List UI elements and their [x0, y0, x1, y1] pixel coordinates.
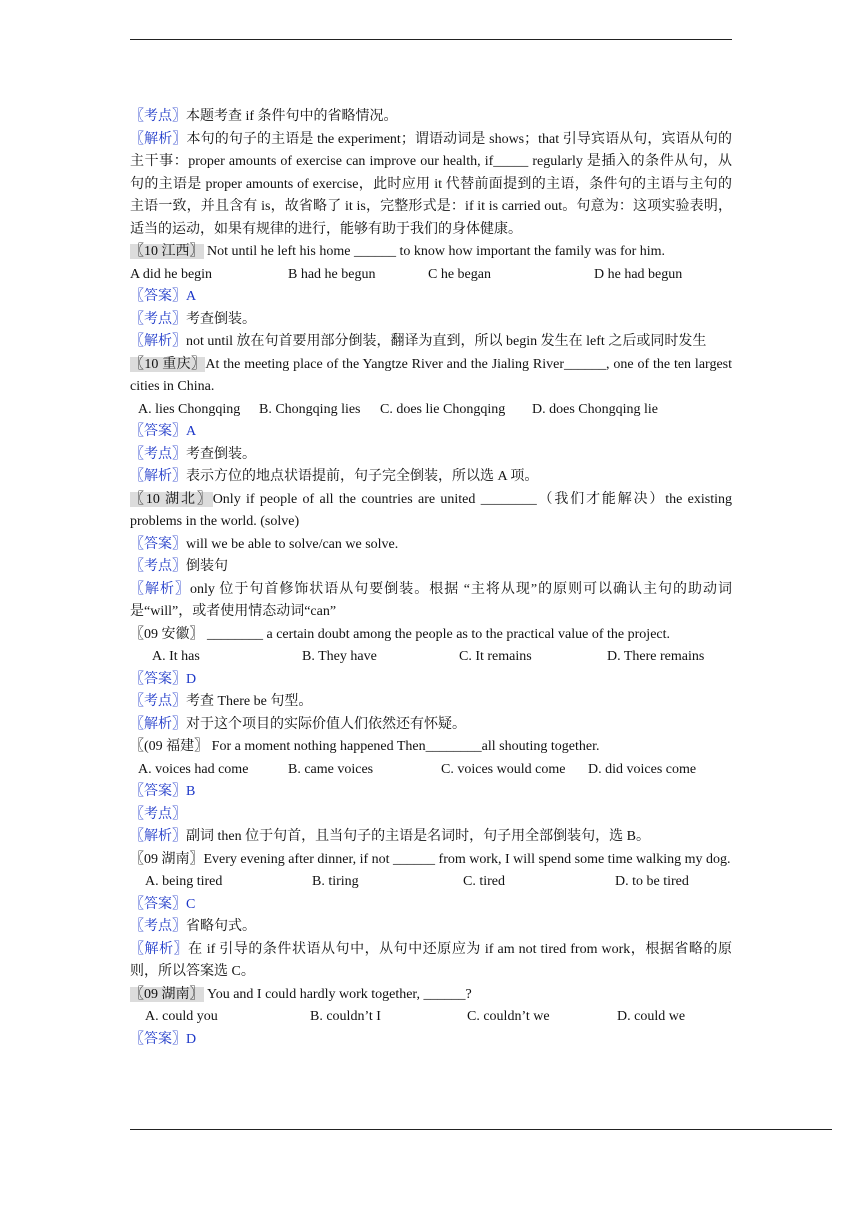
q2-option-c: C. does lie Chongqing — [380, 401, 506, 417]
q0-jiexi-text: 本句的句子的主语是 the experiment；谓语动词是 shows；that 引导宾语从句，宾语从句的主干事：proper amounts of exercise can improve our health, if_____ regularly 是插入的条件从句，从句的主语是 proper amounts of exercise，此时应用 it 代替前面提到的主语，条件句的主语与主句的主语一致，并且含有 is，故省略了 it is，完整形式是：if it is carried out。句意为：这项实验表明，适当的运动，如果有规律的进行，能够有助于我们的身体健康。 — [130, 131, 733, 237]
q4-stem: ________ a certain doubt among the people as to the practical value of the project. — [203, 626, 671, 642]
q6-option-d: D. to be tired — [615, 874, 689, 889]
q5-option-a: A. voices had come — [138, 761, 249, 777]
q2-answer-text: A — [186, 424, 197, 439]
q2-option-b: B. Chongqing lies — [259, 401, 361, 417]
q1-option-a: A did he begin — [130, 266, 213, 282]
q4-kaodian-text: 考查 There be 句型。 — [186, 694, 313, 709]
kaodian-tag: 〖考点〗 — [130, 806, 186, 822]
q4-answer-text: D — [186, 671, 197, 687]
q3-question — [130, 489, 732, 534]
kaodian-tag: 〖考点〗 — [130, 446, 186, 462]
jiexi-tag: 〖解析〗 — [130, 581, 190, 597]
daan-tag: 〖答案〗 — [130, 671, 186, 687]
q2-jiexi — [130, 466, 732, 489]
q0-kaodian — [130, 106, 732, 129]
q4-source: 〖09 安徽〗 — [130, 626, 204, 642]
q5-answer — [130, 781, 732, 804]
q3-stem: Only if people of all the countries are united ________（我们才能解决）the existing problems in the world. (solve) — [130, 491, 733, 529]
q1-option-c: C he began — [428, 266, 491, 282]
q6-jiexi-text: 在 if 引导的条件状语从句中，从句中还原应为 if am not tired from work，根据省略的原则，所以答案选 C。 — [130, 941, 732, 979]
q6-options — [130, 871, 732, 894]
q5-stem: For a moment nothing happened Then________all shouting together. — [208, 739, 600, 754]
q1-kaodian — [130, 309, 732, 332]
q2-answer — [130, 421, 732, 444]
q7-option-b: B. couldn’t I — [310, 1009, 381, 1024]
q5-kaodian — [130, 804, 732, 827]
kaodian-tag: 〖考点〗 — [130, 311, 186, 327]
q7-question — [130, 984, 732, 1007]
footer-rule — [130, 1129, 832, 1130]
q6-option-b: B. tiring — [312, 874, 359, 889]
q7-answer-text: D — [186, 1031, 197, 1047]
daan-tag: 〖答案〗 — [130, 1031, 186, 1047]
q6-jiexi — [130, 939, 732, 984]
jiexi-tag: 〖解析〗 — [130, 334, 186, 349]
jiexi-tag: 〖解析〗 — [130, 716, 186, 732]
q4-answer — [130, 669, 732, 692]
q1-option-d: D he had begun — [594, 266, 683, 282]
q7-option-c: C. couldn’t we — [467, 1009, 550, 1024]
q3-jiexi — [130, 579, 732, 624]
q4-jiexi — [130, 714, 732, 737]
kaodian-tag: 〖考点〗 — [130, 694, 186, 709]
q1-question — [130, 241, 732, 264]
header-rule — [130, 39, 732, 40]
q4-question — [130, 624, 732, 647]
q3-kaodian-text: 倒装句 — [186, 559, 228, 574]
q7-source: 〖09 湖南〗 — [130, 986, 204, 1002]
q0-kaodian-text: 本题考查 if 条件句中的省略情况。 — [186, 109, 398, 124]
kaodian-tag: 〖考点〗 — [130, 559, 186, 574]
daan-tag: 〖答案〗 — [130, 896, 186, 912]
q1-stem: Not until he left his home ______ to know how important the family was for him. — [203, 244, 666, 259]
q2-kaodian — [130, 444, 732, 467]
q2-jiexi-text: 表示方位的地点状语提前，句子完全倒装，所以选 A 项。 — [186, 469, 539, 484]
kaodian-tag: 〖考点〗 — [130, 109, 186, 124]
daan-tag: 〖答案〗 — [130, 424, 186, 439]
q5-options — [130, 759, 732, 782]
q6-answer — [130, 894, 732, 917]
q6-answer-text: C — [186, 896, 196, 912]
q5-source: 〖(09 福建〗 — [130, 739, 209, 754]
q5-option-c: C. voices would come — [441, 761, 566, 777]
q6-kaodian — [130, 916, 732, 939]
jiexi-tag: 〖解析〗 — [130, 131, 187, 147]
q6-question — [130, 849, 732, 872]
q5-option-b: B. came voices — [288, 761, 374, 777]
q5-jiexi — [130, 826, 732, 849]
q2-source: 〖10 重庆〗 — [130, 356, 206, 372]
q6-option-a: A. being tired — [145, 874, 223, 889]
q2-question — [130, 354, 732, 399]
q0-jiexi — [130, 129, 732, 242]
q3-kaodian — [130, 556, 732, 579]
q1-source: 〖10 江西〗 — [130, 244, 204, 259]
q2-kaodian-text: 考查倒装。 — [186, 446, 256, 462]
q3-answer — [130, 534, 732, 557]
q3-answer-text: will we be able to solve/can we solve. — [186, 536, 399, 552]
q5-jiexi-text: 副词 then 位于句首，且当句子的主语是名词时，句子用全部倒装句，选 B。 — [186, 829, 650, 844]
q7-answer — [130, 1029, 732, 1052]
q6-kaodian-text: 省略句式。 — [186, 919, 256, 934]
q6-source: 〖09 湖南〗 — [130, 851, 204, 867]
q4-option-d: D. There remains — [607, 649, 705, 664]
jiexi-tag: 〖解析〗 — [130, 941, 189, 957]
q7-option-a: A. could you — [145, 1009, 218, 1024]
q1-answer — [130, 286, 732, 309]
kaodian-tag: 〖考点〗 — [130, 919, 186, 934]
document-body — [130, 106, 732, 1051]
q3-source: 〖10 湖北〗 — [130, 491, 213, 507]
q4-options — [130, 646, 732, 669]
q7-option-d: D. could we — [617, 1009, 686, 1024]
jiexi-tag: 〖解析〗 — [130, 469, 186, 484]
jiexi-tag: 〖解析〗 — [130, 829, 186, 844]
q1-answer-text: A — [186, 289, 197, 304]
q2-option-a: A. lies Chongqing — [138, 401, 241, 417]
q1-option-b: B had he begun — [288, 266, 376, 282]
q1-jiexi-text: not until 放在句首要用部分倒装，翻译为直到，所以 begin 发生在 left 之后或同时发生 — [186, 334, 707, 349]
q1-kaodian-text: 考查倒装。 — [186, 311, 256, 327]
q5-question — [130, 736, 732, 759]
daan-tag: 〖答案〗 — [130, 784, 186, 799]
q3-jiexi-text: only 位于句首修饰状语从句要倒装。根据 “主将从现”的原则可以确认主句的助动词是“will”，或者使用情态动词“can” — [130, 581, 732, 619]
q1-options — [130, 264, 732, 287]
daan-tag: 〖答案〗 — [130, 536, 186, 552]
q4-option-a: A. It has — [152, 649, 200, 664]
q2-options — [130, 399, 732, 422]
daan-tag: 〖答案〗 — [130, 289, 186, 304]
q5-option-d: D. did voices come — [588, 761, 697, 777]
q2-stem: At the meeting place of the Yangtze River and the Jialing River______, one of the ten largest cities in China. — [130, 356, 732, 394]
q6-option-c: C. tired — [463, 874, 505, 889]
q6-stem: Every evening after dinner, if not ______ from work, I will spend some time walking my dog. — [203, 851, 731, 867]
q2-option-d: D. does Chongqing lie — [532, 401, 658, 417]
q4-kaodian — [130, 691, 732, 714]
q1-jiexi — [130, 331, 732, 354]
q5-answer-text: B — [186, 784, 196, 799]
q4-option-b: B. They have — [302, 649, 377, 664]
q7-stem: You and I could hardly work together, ______? — [203, 986, 472, 1002]
q7-options — [130, 1006, 732, 1029]
q4-jiexi-text: 对于这个项目的实际价值人们依然还有怀疑。 — [186, 716, 466, 732]
q4-option-c: C. It remains — [459, 649, 532, 664]
